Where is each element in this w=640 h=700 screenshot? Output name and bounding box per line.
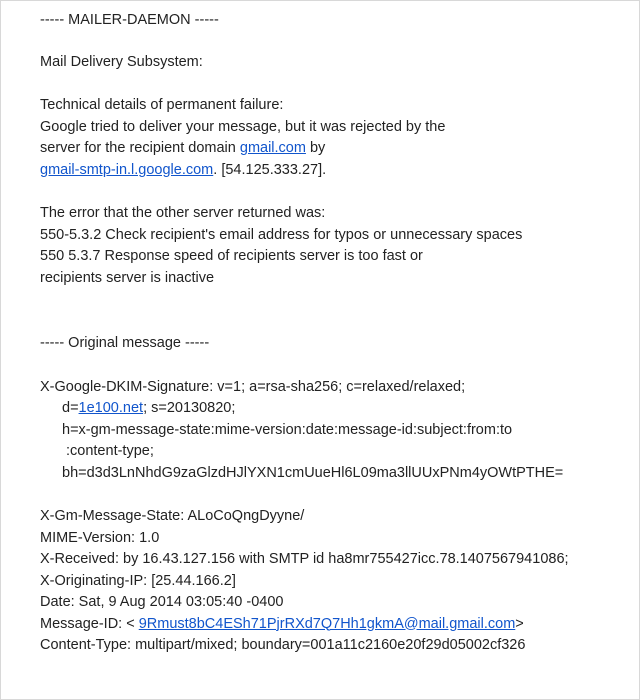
failure-line-2-suffix: by: [305, 140, 326, 156]
failure-line-1: Google tried to deliver your message, but it was rejected by the: [40, 118, 446, 135]
sender-name: Mail Delivery Subsystem:: [40, 53, 203, 70]
failure-line-2: [40, 138, 630, 160]
date-header: Date: Sat, 9 Aug 2014 03:05:40 -0400: [40, 594, 284, 610]
bounce-message-body: [40, 10, 630, 657]
dkim-selector: ; s=20130820;: [143, 400, 236, 416]
originating-ip-header: X-Originating-IP: [25.44.166.2]: [40, 572, 236, 589]
error-title: The error that the other server returned was:: [40, 205, 326, 221]
dkim-domain-prefix: d=: [62, 400, 79, 416]
message-id-link[interactable]: 9Rmust8bC4ESh71PjrRXd7Q7Hh1gkmA@mail.gmail.com: [138, 615, 516, 632]
message-id-prefix: Message-ID: <: [40, 615, 139, 632]
dkim-domain-line: [40, 398, 630, 420]
failure-title: Technical details of permanent failure:: [40, 97, 284, 113]
dkim-signature-line: X-Google-DKIM-Signature: v=1; a=rsa-sha256; c=relaxed/relaxed;: [40, 378, 466, 395]
error-line-2: 550 5.3.7 Response speed of recipients server is too fast or: [40, 248, 423, 264]
dkim-headers-line: h=x-gm-message-state:mime-version:date:message-id:subject:from:to: [62, 421, 513, 438]
error-line-3: recipients server is inactive: [40, 269, 215, 286]
mailer-daemon-header: ----- MAILER-DAEMON -----: [40, 12, 219, 28]
server-ip: . [54.125.333.27].: [213, 161, 327, 178]
error-line-1: 550-5.3.2 Check recipient's email address for typos or unnecessary spaces: [40, 226, 523, 243]
failure-line-2-prefix: server for the recipient domain: [40, 140, 240, 156]
received-header: X-Received: by 16.43.127.156 with SMTP id ha8mr755427icc.78.1407567941086;: [40, 551, 569, 567]
mime-version-header: MIME-Version: 1.0: [40, 529, 160, 546]
message-id-header: [40, 614, 630, 636]
recipient-domain-link[interactable]: gmail.com: [239, 140, 306, 156]
dkim-domain-link[interactable]: 1e100.net: [78, 400, 144, 416]
mx-server-link[interactable]: gmail-smtp-in.l.google.com: [40, 161, 214, 178]
content-type-header: Content-Type: multipart/mixed; boundary=001a11c2160e20f29d05002cf326: [40, 637, 526, 653]
failure-line-3: [40, 160, 630, 182]
message-id-suffix: >: [515, 615, 524, 632]
message-state-header: X-Gm-Message-State: ALoCoQngDyyne/: [40, 508, 305, 524]
original-message-header: ----- Original message -----: [40, 335, 210, 351]
dkim-body-hash-line: bh=d3d3LnNhdG9zaGlzdHJlYXN1cmUueHl6L09ma3llUUxPNm4yOWtPTHE=: [62, 464, 564, 481]
dkim-content-type-line: :content-type;: [66, 443, 154, 459]
